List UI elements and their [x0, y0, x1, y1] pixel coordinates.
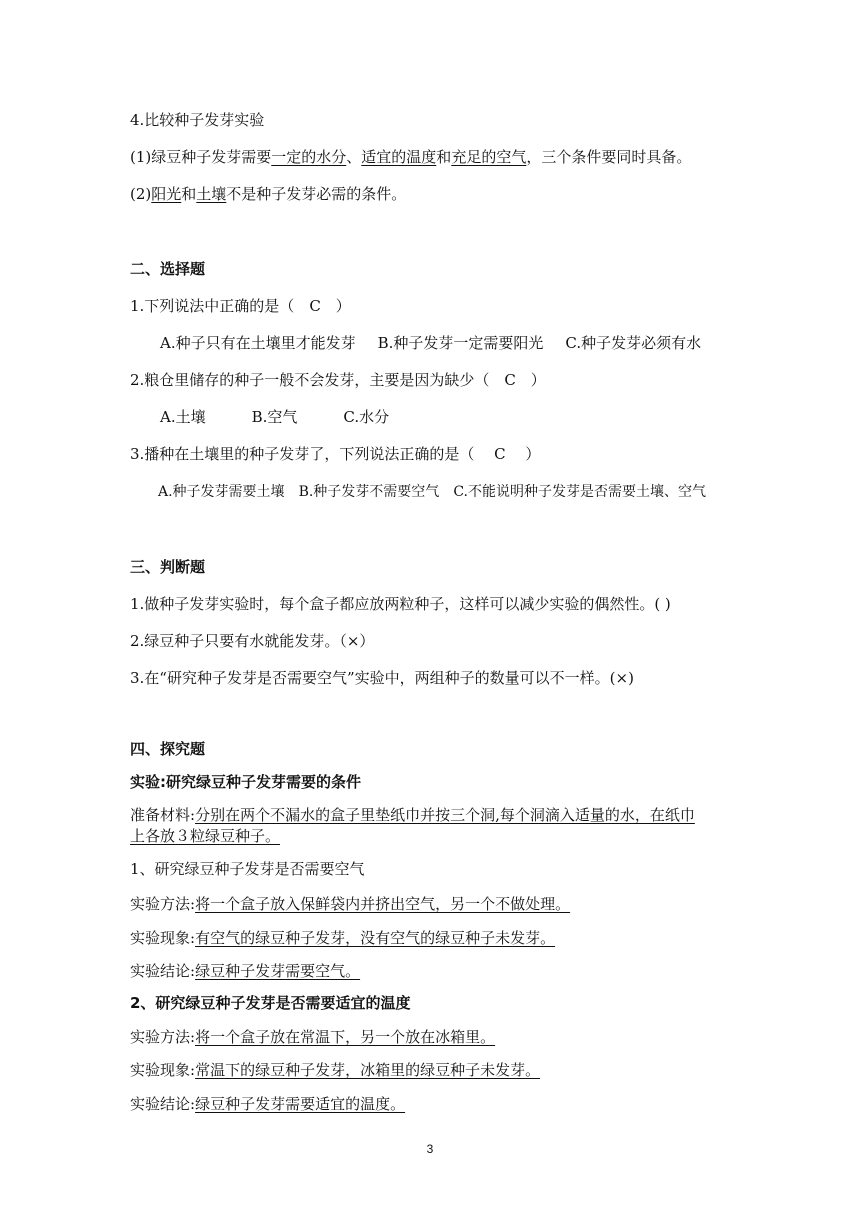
- option-c: C.水分: [343, 408, 390, 426]
- method-text: 将一个盒子放入保鲜袋内并挤出空气，另一个不做处理。: [195, 895, 571, 913]
- materials-line: [130, 805, 695, 825]
- text: (2): [130, 185, 152, 203]
- phenomenon-text: 有空气的绿豆种子发芽，没有空气的绿豆种子未发芽。: [195, 929, 556, 947]
- text: 和: [181, 185, 197, 203]
- option-a: A.土壤: [160, 408, 206, 426]
- page-number: 3: [426, 1142, 434, 1156]
- underlined-sunlight: 阳光: [151, 185, 182, 203]
- section-heading-judgement: 三、判断题: [130, 558, 206, 576]
- text: 不是种子发芽必需的条件。: [226, 185, 407, 203]
- option-b: B.种子发芽不需要空气: [298, 484, 440, 500]
- text: (1)绿豆种子发芽需要: [130, 148, 272, 166]
- option-b: B.种子发芽一定需要阳光: [377, 334, 544, 352]
- option-a: A.种子发芽需要土壤: [158, 484, 285, 500]
- sub-experiment-1-title: 1、研究绿豆种子发芽是否需要空气: [130, 860, 365, 878]
- condition-line-1: [130, 147, 691, 167]
- option-c: C.不能说明种子发芽是否需要土壤、空气: [453, 484, 706, 500]
- choice-question-3: 3.播种在土壤里的种子发芽了，下列说法正确的是（ C ）: [130, 445, 541, 463]
- choice-options-3: [158, 482, 706, 502]
- condition-line-2: [130, 184, 406, 204]
- method-label: 实验方法:: [130, 895, 196, 913]
- sub2-conclusion: [130, 1094, 405, 1114]
- sub2-phenomenon: [130, 1060, 540, 1080]
- conclusion-label: 实验结论:: [130, 1095, 196, 1113]
- choice-question-1: 1.下列说法中正确的是（ C ）: [130, 297, 351, 315]
- choice-options-2: [160, 407, 389, 427]
- option-c: C.种子发芽必须有水: [565, 334, 702, 352]
- underlined-soil: 土壤: [196, 185, 227, 203]
- materials-line-2: [130, 826, 280, 846]
- phenomenon-label: 实验现象:: [130, 1061, 196, 1079]
- method-label: 实验方法:: [130, 1028, 196, 1046]
- conclusion-text: 绿豆种子发芽需要空气。: [195, 962, 361, 980]
- sub1-phenomenon: [130, 928, 555, 948]
- experiment-title: 实验:研究绿豆种子发芽需要的条件: [130, 773, 362, 791]
- phenomenon-text: 常温下的绿豆种子发芽，冰箱里的绿豆种子未发芽。: [195, 1061, 541, 1079]
- conclusion-label: 实验结论:: [130, 962, 196, 980]
- underlined-temperature: 适宜的温度: [361, 148, 437, 166]
- judgement-3: 3.在“研究种子发芽是否需要空气”实验中，两组种子的数量可以不一样。(×): [130, 669, 634, 687]
- section-heading-inquiry: 四、探究题: [130, 740, 206, 758]
- section-heading-choice: 二、选择题: [130, 260, 206, 278]
- choice-options-1: [160, 333, 701, 353]
- materials-text-cont: 上各放３粒绿豆种子。: [130, 827, 281, 845]
- materials-label: 准备材料:: [130, 806, 196, 824]
- text: 和: [436, 148, 452, 166]
- phenomenon-label: 实验现象:: [130, 929, 196, 947]
- method-text: 将一个盒子放在常温下，另一个放在冰箱里。: [195, 1028, 496, 1046]
- judgement-2: 2.绿豆种子只要有水就能发芽。（×）: [130, 632, 375, 650]
- choice-question-2: 2.粮仓里储存的种子一般不会发芽，主要是因为缺少（ C ）: [130, 371, 546, 389]
- sub-experiment-2-title: 2、研究绿豆种子发芽是否需要适宜的温度: [130, 994, 411, 1012]
- option-b: B.空气: [251, 408, 298, 426]
- judgement-1: 1.做种子发芽实验时，每个盒子都应放两粒种子，这样可以减少实验的偶然性。( ): [130, 595, 671, 613]
- text: 、: [346, 148, 362, 166]
- text: ，三个条件要同时具备。: [526, 148, 692, 166]
- sub1-method: [130, 894, 570, 914]
- sub2-method: [130, 1027, 495, 1047]
- option-a: A.种子只有在土壤里才能发芽: [160, 334, 356, 352]
- sub1-conclusion: [130, 961, 360, 981]
- materials-text: 分别在两个不漏水的盒子里垫纸巾并按三个洞,每个洞滴入适量的水，在纸巾: [195, 806, 695, 824]
- conclusion-text: 绿豆种子发芽需要适宜的温度。: [195, 1095, 406, 1113]
- underlined-air: 充足的空气: [451, 148, 527, 166]
- underlined-water: 一定的水分: [271, 148, 347, 166]
- item4-title: 4.比较种子发芽实验: [130, 111, 265, 129]
